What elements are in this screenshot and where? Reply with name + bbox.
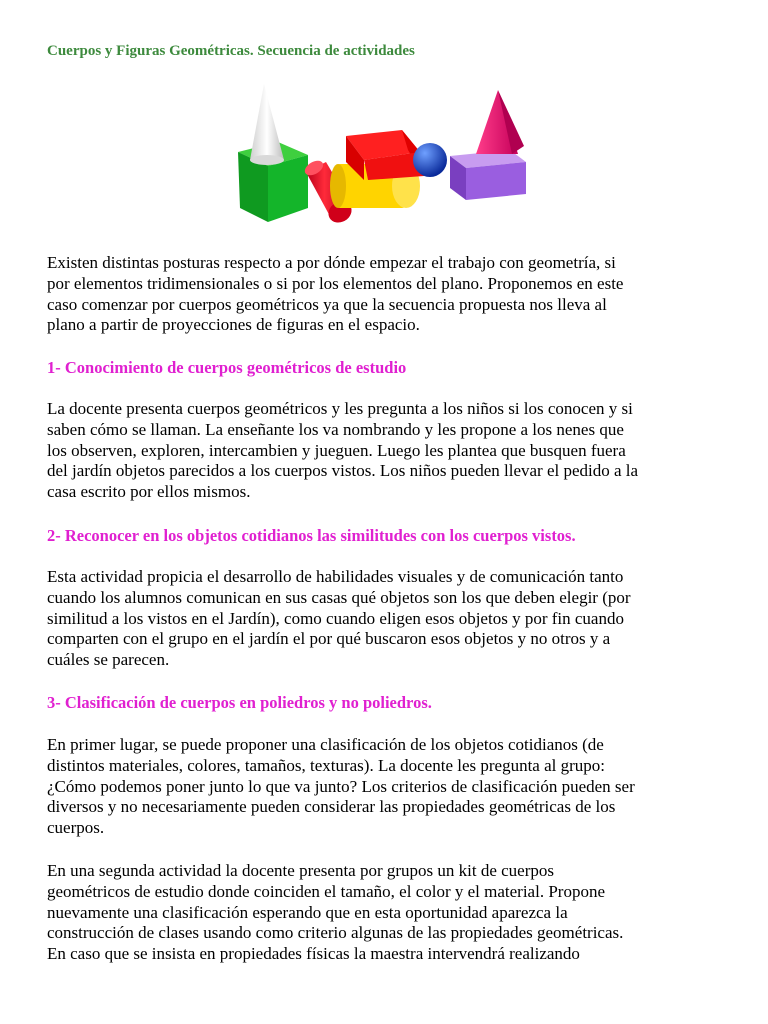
text-line: los observen, exploren, intercambien y jueguen. Luego les plantea que busquen fuera [47, 440, 626, 460]
text-line: por elementos tridimensionales o si por los elementos del plano. Proponemos en este [47, 273, 624, 293]
purple-prism-shape [450, 150, 526, 200]
text-line: construcción de clases usando como criterio algunas de las propiedades geométricas. [47, 923, 624, 943]
geometric-solids-illustration [228, 80, 540, 230]
section-2-paragraph [47, 567, 737, 671]
red-prism-shape [346, 130, 424, 180]
text-line: plano a partir de proyecciones de figuras en el espacio. [47, 315, 420, 335]
text-line: diversos y no necesariamente pueden considerar las propiedades geométricas de los [47, 797, 616, 817]
text-line: cuando los alumnos comunican en sus casas qué objetos son los que deben elegir (por [47, 587, 631, 607]
section-3-heading: 3- Clasificación de cuerpos en poliedros y no poliedros. [47, 693, 432, 712]
text-line: En primer lugar, se puede proponer una clasificación de los objetos cotidianos (de [47, 735, 604, 754]
text-line: saben cómo se llaman. La enseñante los va nombrando y les propone a los nenes que [47, 419, 624, 439]
text-line: casa escrito por ellos mismos. [47, 482, 251, 502]
section-3-paragraph [47, 735, 737, 839]
text-line: En caso que se insista en propiedades físicas la maestra intervendrá realizando [47, 944, 580, 964]
pink-pyramid-shape [476, 90, 524, 154]
text-line: nuevamente una clasificación esperando que en esta oportunidad aparezca la [47, 902, 568, 922]
text-line: similitud a los vistos en el Jardín), como cuando eligen esos objetos y por fin cuando [47, 608, 624, 628]
text-line: comparten con el grupo en el jardín el por qué buscaron esos objetos y no otros y a [47, 629, 611, 649]
intro-paragraph [47, 253, 737, 336]
text-line: cuerpos. [47, 818, 105, 838]
text-line: caso comenzar por cuerpos geométricos ya que la secuencia propuesta nos lleva al [47, 294, 607, 314]
text-line: En una segunda actividad la docente presenta por grupos un kit de cuerpos [47, 861, 555, 880]
text-line: cuáles se parecen. [47, 650, 170, 670]
section-2-heading: 2- Reconocer en los objetos cotidianos las similitudes con los cuerpos vistos. [47, 526, 576, 545]
text-line: geométricos de estudio donde coinciden el tamaño, el color y el material. Propone [47, 881, 605, 901]
text-line: ¿Cómo podemos poner junto lo que va junto? Los criterios de clasificación pueden ser [47, 776, 635, 796]
blue-sphere-shape [413, 143, 447, 177]
text-line: del jardín objetos parecidos a los cuerpos vistos. Los niños pueden llevar el pedido a la [47, 461, 639, 481]
section-3-paragraph-2 [47, 861, 737, 965]
text-line: La docente presenta cuerpos geométricos y les pregunta a los niños si los conocen y si [47, 399, 633, 418]
document-title: Cuerpos y Figuras Geométricas. Secuencia de actividades [47, 43, 415, 59]
text-line: distintos materiales, colores, tamaños, texturas). La docente les pregunta al grupo: [47, 755, 605, 775]
text-line: Existen distintas posturas respecto a por dónde empezar el trabajo con geometría, si [47, 253, 616, 272]
section-1-paragraph [47, 399, 737, 503]
white-cone-shape [250, 84, 284, 165]
text-line: Esta actividad propicia el desarrollo de habilidades visuales y de comunicación tanto [47, 567, 624, 586]
section-1-heading: 1- Conocimiento de cuerpos geométricos de estudio [47, 358, 407, 377]
